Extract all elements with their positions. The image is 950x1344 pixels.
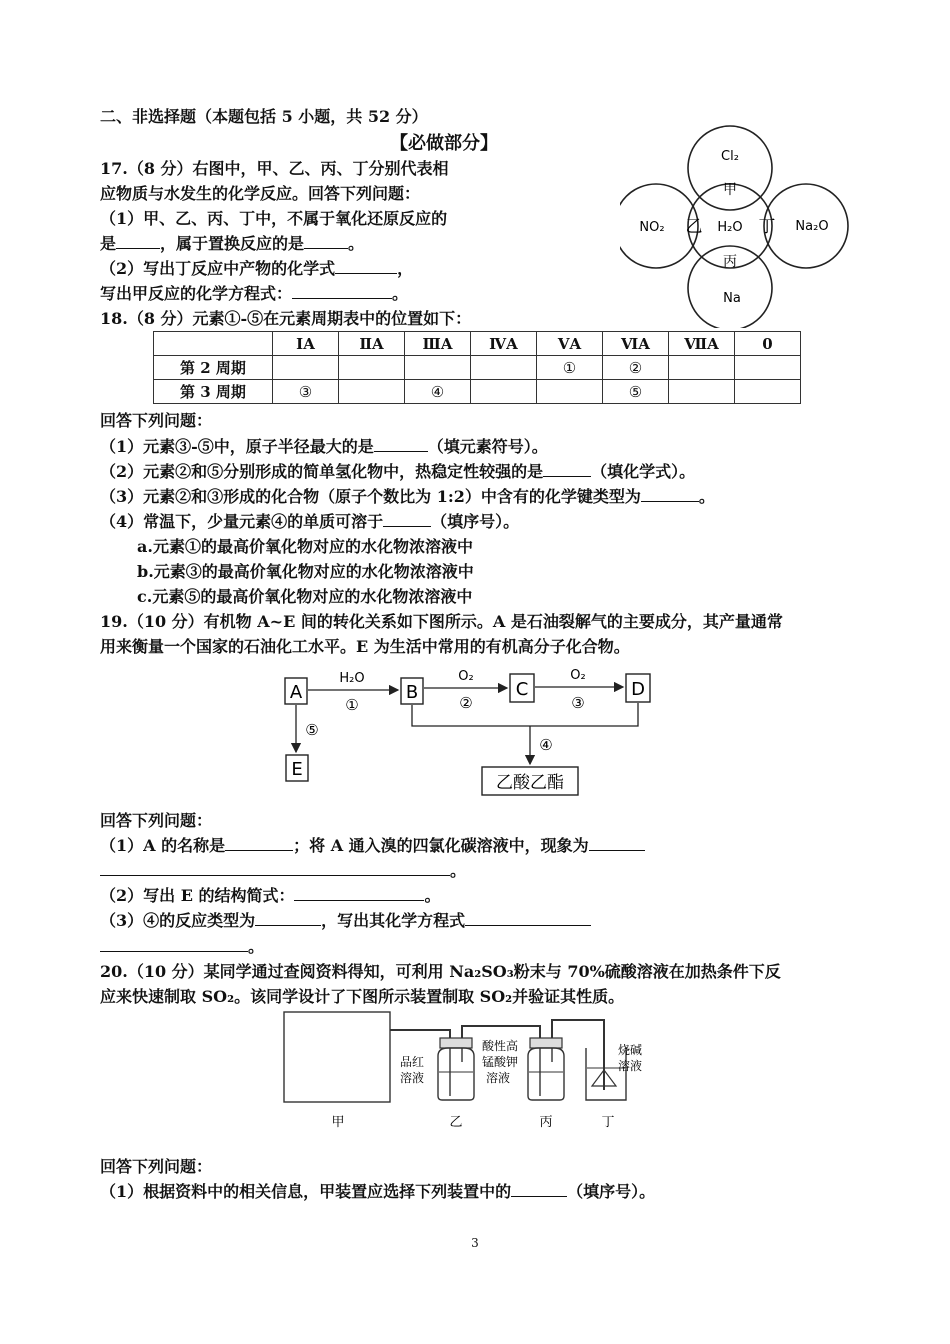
q17-answer-blank-2[interactable] <box>304 233 348 249</box>
na-label: Na <box>723 291 741 306</box>
label-kmno4-1: 酸性高 <box>482 1039 519 1053</box>
table-header-cell: ⅡA <box>339 332 405 356</box>
q18-p1-text: （1）元素③-⑤中，原子半径最大的是 <box>100 437 374 456</box>
q19-part1-cont <box>100 860 466 882</box>
q20-part1 <box>100 1181 655 1203</box>
label-o2-2: O₂ <box>570 668 586 683</box>
q18-p2-end: （填化学式）。 <box>591 462 696 481</box>
table-cell: 第 2 周期 <box>154 356 273 380</box>
q18-answer-prompt: 回答下列问题： <box>100 411 213 430</box>
q17-part2-text: （2）写出丁反应中产物的化学式 <box>100 259 336 278</box>
q19-answer-prompt: 回答下列问题： <box>100 811 213 830</box>
q19-p1-end: 。 <box>450 861 467 880</box>
q17-part1 <box>100 233 364 255</box>
q19-line2: 用来衡量一个国家的石油化工水平。E 为生活中常用的有机高分子化合物。 <box>100 637 630 656</box>
required-part-label: 【必做部分】 <box>390 133 498 154</box>
label-ding: 丁 <box>601 1115 615 1130</box>
label-jia: 甲 <box>331 1115 345 1130</box>
q19-part2 <box>100 885 441 907</box>
q19-part3 <box>100 910 591 932</box>
table-cell <box>339 356 405 380</box>
table-header-cell: ⅢA <box>405 332 471 356</box>
q19-line1: 19.（10 分）有机物 A~E 间的转化关系如下图所示。A 是石油裂解气的主要成分，其产量通常 <box>100 612 783 631</box>
table-row <box>154 380 801 404</box>
table-cell <box>339 380 405 404</box>
q19-answer-blank-6[interactable] <box>465 910 591 926</box>
q17-line3: （1）甲、乙、丙、丁中，不属于氧化还原反应的 <box>100 209 448 228</box>
step-4: ④ <box>539 736 553 754</box>
q17-part2 <box>100 258 413 280</box>
q17-answer-blank-1[interactable] <box>116 233 160 249</box>
periodic-table-header <box>154 332 801 356</box>
node-a: A <box>289 682 303 703</box>
step-2: ② <box>459 694 473 712</box>
so2-apparatus-diagram <box>282 1008 662 1138</box>
ding-label: 丁 <box>758 217 776 237</box>
no2-label: NO₂ <box>639 220 665 235</box>
q18-intro: 18.（8 分）元素①-⑤在元素周期表中的位置如下： <box>100 309 472 328</box>
q18-option-b: b.元素③的最高价氧化物对应的水化物浓溶液中 <box>137 562 474 581</box>
label-kmno4-3: 溶液 <box>486 1071 511 1085</box>
organic-conversion-diagram <box>270 660 670 800</box>
label-kmno4-2: 锰酸钾 <box>482 1055 519 1069</box>
q19-answer-blank-1[interactable] <box>225 835 293 851</box>
table-header-cell: ⅤA <box>537 332 603 356</box>
table-cell: ⑤ <box>603 380 669 404</box>
q19-p3-end: 。 <box>248 937 265 956</box>
q20-line2: 应来快速制取 SO₂。该同学设计了下图所示装置制取 SO₂并验证其性质。 <box>100 987 625 1006</box>
table-cell <box>471 356 537 380</box>
q18-p4-text: （4）常温下，少量元素④的单质可溶于 <box>100 512 384 531</box>
q19-part1 <box>100 835 645 857</box>
q19-p3-text2: ，写出其化学方程式 <box>321 911 466 930</box>
table-cell: ③ <box>273 380 339 404</box>
label-naoh-1: 烧碱 <box>618 1043 643 1057</box>
cl2-label: Cl₂ <box>721 149 739 164</box>
na2o-label: Na₂O <box>795 219 829 234</box>
q18-p2-text: （2）元素②和⑤分别形成的简单氢化物中，热稳定性较强的是 <box>100 462 544 481</box>
apparatus-jia-box <box>284 1012 390 1102</box>
q19-answer-blank-2[interactable] <box>589 835 645 851</box>
bracket-b-d <box>412 703 638 726</box>
yi-label: 乙 <box>685 217 703 237</box>
q20-p1-text: （1）根据资料中的相关信息，甲装置应选择下列装置中的 <box>100 1182 512 1201</box>
q18-p3-text: （3）元素②和③形成的化合物（原子个数比为 1:2）中含有的化学键类型为 <box>100 487 641 506</box>
table-header-cell: ⅥA <box>603 332 669 356</box>
q17-part2b-end: 。 <box>392 284 409 303</box>
bottle-yi <box>438 1048 474 1100</box>
q18-p1-end: （填元素符号）。 <box>427 437 548 456</box>
q17-part2b-text: 写出甲反应的化学方程式： <box>100 284 293 303</box>
q19-p3-text: （3）④的反应类型为 <box>100 911 256 930</box>
section-title: 二、非选择题（本题包括 5 小题，共 52 分） <box>100 107 428 126</box>
node-b: B <box>405 682 419 703</box>
table-cell: ① <box>537 356 603 380</box>
node-ethyl-acetate: 乙酸乙酯 <box>496 773 564 793</box>
node-c: C <box>515 679 529 700</box>
table-header-cell <box>154 332 273 356</box>
label-naoh-2: 溶液 <box>618 1059 643 1073</box>
step-5: ⑤ <box>305 721 319 739</box>
q18-p4-end: （填序号）。 <box>431 512 520 531</box>
q19-p1-text2: ；将 A 通入溴的四氯化碳溶液中，现象为 <box>293 836 589 855</box>
page-number: 3 <box>471 1236 479 1250</box>
q17-part2b <box>100 283 408 305</box>
q19-answer-blank-5[interactable] <box>255 910 321 926</box>
q19-p1-text: （1）A 的名称是 <box>100 836 226 855</box>
jia-label: 甲 <box>723 182 737 198</box>
q18-option-a: a.元素①的最高价氧化物对应的水化物浓溶液中 <box>137 537 473 556</box>
step-3: ③ <box>571 694 585 712</box>
reaction-circle-diagram <box>620 118 850 328</box>
step-1: ① <box>345 696 359 714</box>
h2o-label: H₂O <box>717 220 743 235</box>
q20-p1-end: （填序号）。 <box>567 1182 656 1201</box>
q18-answer-blank-4[interactable] <box>383 511 431 527</box>
table-cell: ④ <box>405 380 471 404</box>
table-cell <box>537 380 603 404</box>
q19-part3-cont <box>100 936 264 958</box>
q19-answer-blank-4[interactable] <box>294 885 424 901</box>
table-cell <box>669 380 735 404</box>
label-yi: 乙 <box>449 1115 463 1130</box>
q18-answer-blank-1[interactable] <box>374 436 428 452</box>
table-cell <box>405 356 471 380</box>
periodic-table <box>153 331 801 404</box>
q19-p2-text: （2）写出 E 的结构简式： <box>100 886 295 905</box>
label-h2o: H₂O <box>339 671 365 686</box>
table-cell <box>471 380 537 404</box>
q20-answer-blank-1[interactable] <box>511 1181 567 1197</box>
q18-option-c: c.元素⑤的最高价氧化物对应的水化物浓溶液中 <box>137 587 473 606</box>
table-header-cell: 0 <box>735 332 801 356</box>
q18-part2 <box>100 461 695 483</box>
bing-label: 丙 <box>723 254 737 270</box>
q17-part1-end: 。 <box>348 234 365 253</box>
q17-answer-blank-3[interactable] <box>335 258 397 274</box>
q17-line1: 17.（8 分）右图中，甲、乙、丙、丁分别代表相 <box>100 159 449 178</box>
q17-line2: 应物质与水发生的化学反应。回答下列问题： <box>100 184 421 203</box>
q18-part3 <box>100 486 715 508</box>
table-cell: ② <box>603 356 669 380</box>
q18-p3-end: 。 <box>698 487 715 506</box>
table-cell <box>735 380 801 404</box>
q19-answer-blank-7[interactable] <box>100 936 248 952</box>
table-header-cell: ⅦA <box>669 332 735 356</box>
node-d: D <box>631 679 645 700</box>
q19-p2-end: 。 <box>424 886 441 905</box>
label-bing: 丙 <box>539 1115 553 1130</box>
table-cell: 第 3 周期 <box>154 380 273 404</box>
label-o2-1: O₂ <box>458 669 474 684</box>
table-cell <box>273 356 339 380</box>
q18-answer-blank-2[interactable] <box>543 461 591 477</box>
table-header-cell: ⅣA <box>471 332 537 356</box>
q17-part2-end: ， <box>397 259 414 278</box>
q20-answer-prompt: 回答下列问题： <box>100 1157 213 1176</box>
q18-part4 <box>100 511 519 533</box>
node-e: E <box>291 759 303 780</box>
label-pinhong-2: 溶液 <box>400 1071 425 1085</box>
q19-answer-blank-3[interactable] <box>100 860 450 876</box>
q17-part1-text: 是 <box>100 234 117 253</box>
label-pinhong-1: 品红 <box>400 1055 425 1069</box>
q20-line1: 20.（10 分）某同学通过查阅资料得知，可利用 Na₂SO₃粉末与 70%硫酸溶液在加热条件下反 <box>100 962 781 981</box>
table-row <box>154 356 801 380</box>
table-header-cell: ⅠA <box>273 332 339 356</box>
table-cell <box>669 356 735 380</box>
table-cell <box>735 356 801 380</box>
bottle-bing <box>528 1048 564 1100</box>
q18-part1 <box>100 436 548 458</box>
q17-answer-blank-4[interactable] <box>292 283 392 299</box>
q18-answer-blank-3[interactable] <box>641 486 699 502</box>
q17-part1-text2: ，属于置换反应的是 <box>160 234 305 253</box>
